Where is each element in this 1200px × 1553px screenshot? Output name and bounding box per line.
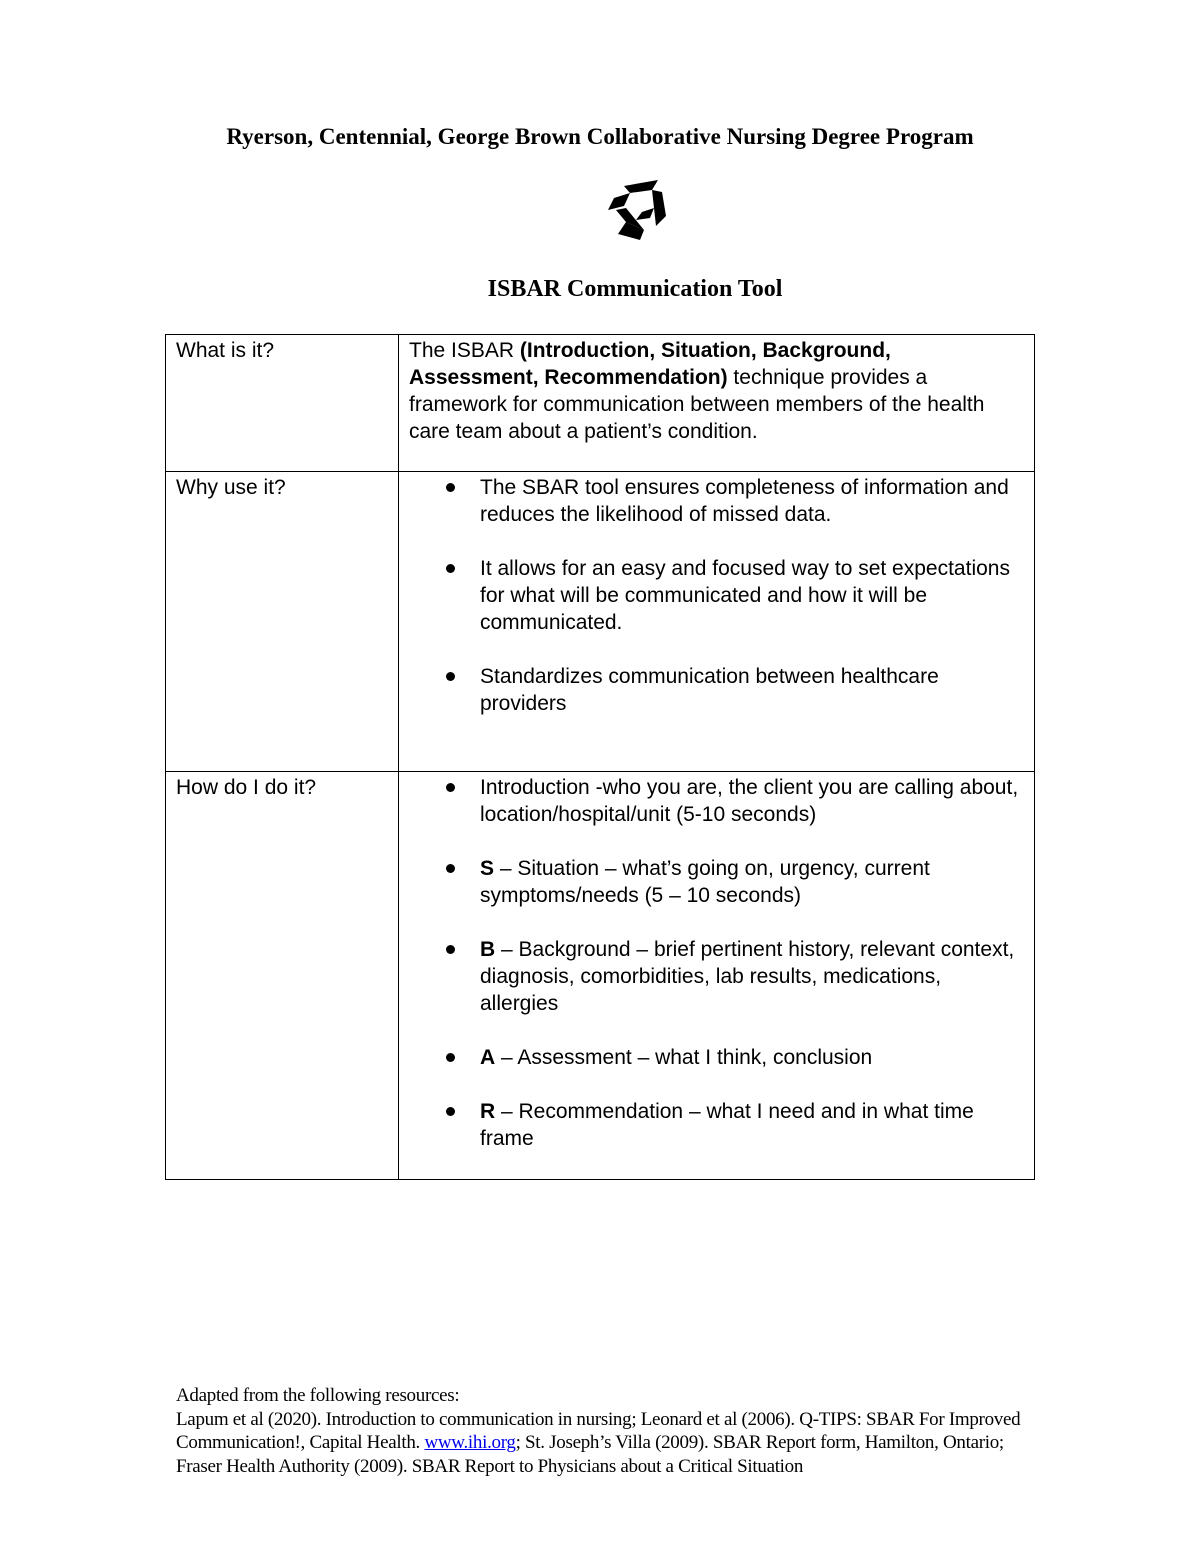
- list-item: The SBAR tool ensures completeness of information and reduces the likelihood of missed data.: [409, 474, 1024, 528]
- bullet-icon: [446, 672, 455, 681]
- table-row: [166, 335, 1035, 472]
- footer-references: [176, 1384, 1036, 1478]
- list-item: Standardizes communication between healthcare providers: [409, 663, 1024, 717]
- row-content-what: The ISBAR (Introduction, Situation, Background, Assessment, Recommendation) technique provides a framework for communication between members of the health care team about a patient’s condition.: [399, 335, 1035, 472]
- bullet-icon: [446, 1107, 455, 1116]
- bullet-icon: [446, 864, 455, 873]
- bullet-icon: [446, 483, 455, 492]
- table-row: [166, 772, 1035, 1180]
- row-content-how: [399, 772, 1035, 1180]
- bullet-icon: [446, 945, 455, 954]
- footer-citations: Lapum et al (2020). Introduction to communication in nursing; Leonard et al (2006). Q-TIPS: SBAR For Improved Communication!, Capital Health. www.ihi.org; St. Joseph’s Villa (2009). SBAR Report form, Hamilton, Ontario; Fraser Health Authority (2009). SBAR Report to Physicians about a Critical Situation: [176, 1408, 1021, 1477]
- list-item: Introduction -who you are, the client you are calling about, location/hospital/unit (5-10 seconds): [409, 774, 1024, 828]
- why-bullet-list: [409, 474, 1024, 717]
- isbar-table: [165, 334, 1035, 1180]
- row-content-why: [399, 472, 1035, 772]
- list-item: B – Background – brief pertinent history, relevant context, diagnosis, comorbidities, lab results, medications, allergies: [409, 936, 1024, 1017]
- program-logo-icon: [606, 178, 668, 242]
- row-label-why: Why use it?: [166, 472, 399, 772]
- how-bullet-list: [409, 774, 1024, 1152]
- ihi-link[interactable]: www.ihi.org: [424, 1432, 516, 1453]
- table-row: [166, 472, 1035, 772]
- row-label-what: What is it?: [166, 335, 399, 472]
- program-title: Ryerson, Centennial, George Brown Collaborative Nursing Degree Program: [226, 124, 974, 149]
- list-item: S – Situation – what’s going on, urgency, current symptoms/needs (5 – 10 seconds): [409, 855, 1024, 909]
- row-label-how: How do I do it?: [166, 772, 399, 1180]
- list-item: It allows for an easy and focused way to set expectations for what will be communicated and how it will be communicated.: [409, 555, 1024, 636]
- list-item: A – Assessment – what I think, conclusion: [409, 1044, 1024, 1071]
- bullet-icon: [446, 564, 455, 573]
- bullet-icon: [446, 783, 455, 792]
- bullet-icon: [446, 1053, 455, 1062]
- footer-intro: Adapted from the following resources:: [176, 1385, 460, 1406]
- list-item: R – Recommendation – what I need and in what time frame: [409, 1098, 1024, 1152]
- document-title: ISBAR Communication Tool: [487, 276, 783, 302]
